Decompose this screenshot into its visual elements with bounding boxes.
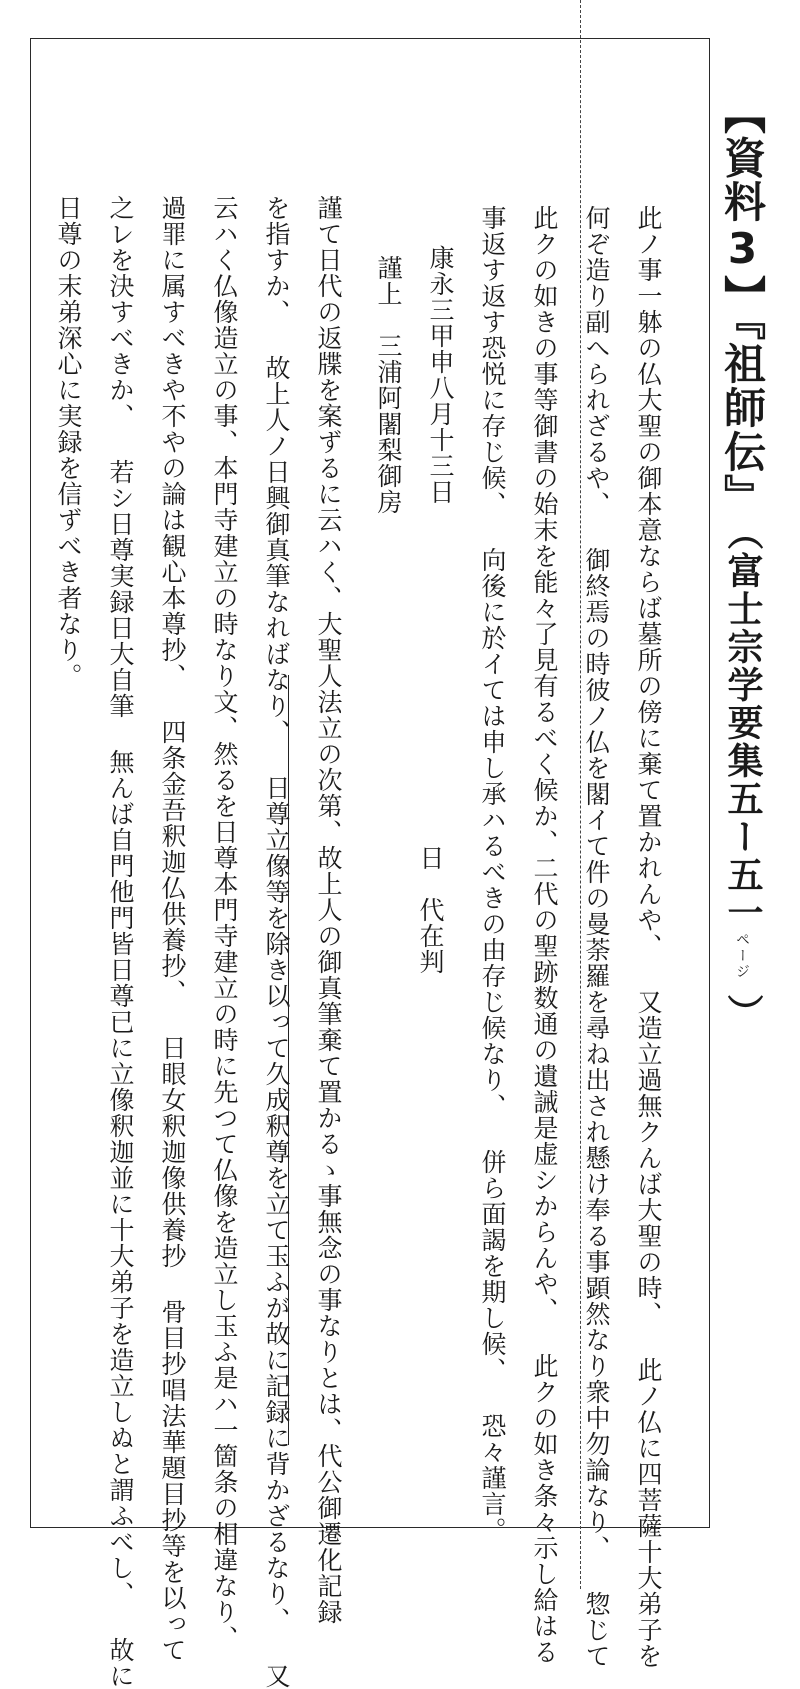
text-column-8: を指すか、 故上人ノ日興御真筆なればなり、 日尊立像等を除き以って久成釈尊を立て玉ふが故に記録に背かざるなり、 又 (262, 195, 291, 1689)
text-column-9: 云ハく仏像造立の事、本門寺建立の時なり文、然るを日尊本門寺建立の時に先つて仏像を造立し玉ふ是ハ一箇条の相違なり、 (210, 195, 239, 1651)
text-column-12: 日尊の末弟深心に実録を信ずべき者なり。 (54, 195, 83, 689)
heading-page-unit: ページ (734, 932, 750, 980)
letter-signature: 日 代在判 (416, 845, 445, 975)
text-column-7: 謹て日代の返牒を案ずるに云ハく、大聖人法立の次第、故上人の御真筆棄て置かるゝ事無念の事なりとは、代公御遷化記録 (314, 195, 343, 1625)
heading-close: ） (722, 994, 763, 1032)
side-line (288, 675, 289, 1445)
text-column-4: 事返す返す恐悦に存じ候、 向後に於イては申し承ハるべきの由存じ候なり、 併ら面謁を期し候、 恐々謹言。 (478, 205, 507, 1543)
letter-date: 康永三甲申八月十三日 (426, 245, 455, 505)
heading-title: 【資料3】『祖師伝』 (718, 92, 767, 518)
document-heading (712, 92, 772, 1152)
text-column-2: 何ぞ造り副へられざるや、 御終焉の時彼ノ仏を閣イて件の曼荼羅を尋ね出され懸け奉る事顕然なり衆中勿論なり、 惣じて (582, 205, 611, 1669)
text-column-1: 此ノ事一躰の仏大聖の御本意ならば墓所の傍に棄て置かれんや、 又造立過無クんば大聖の時、 此ノ仏に四菩薩十大弟子を (634, 205, 663, 1669)
letter-addressee: 謹上 三浦阿闍梨御房 (374, 255, 403, 515)
fold-line (580, 0, 581, 1589)
text-column-10: 過罪に属すべきや不やの論は観心本尊抄、 四条金吾釈迦仏供養抄、 日眼女釈迦像供養抄 骨目抄唱法華題目抄等を以って (158, 195, 187, 1663)
text-column-3: 此クの如きの事等御書の始末を能々了見有るべく候か、二代の聖跡数通の遺誡是虚シからんや、 此クの如き条々示し給はる (530, 205, 559, 1665)
heading-source: （富士宗学要集五ー五一 (722, 532, 763, 932)
text-column-11: 之レを決すべきか、 若シ日尊実録日大自筆 無んば自門他門皆日尊已に立像釈迦並に十大弟子を造立しぬと謂ふべし、 故に (106, 195, 135, 1689)
